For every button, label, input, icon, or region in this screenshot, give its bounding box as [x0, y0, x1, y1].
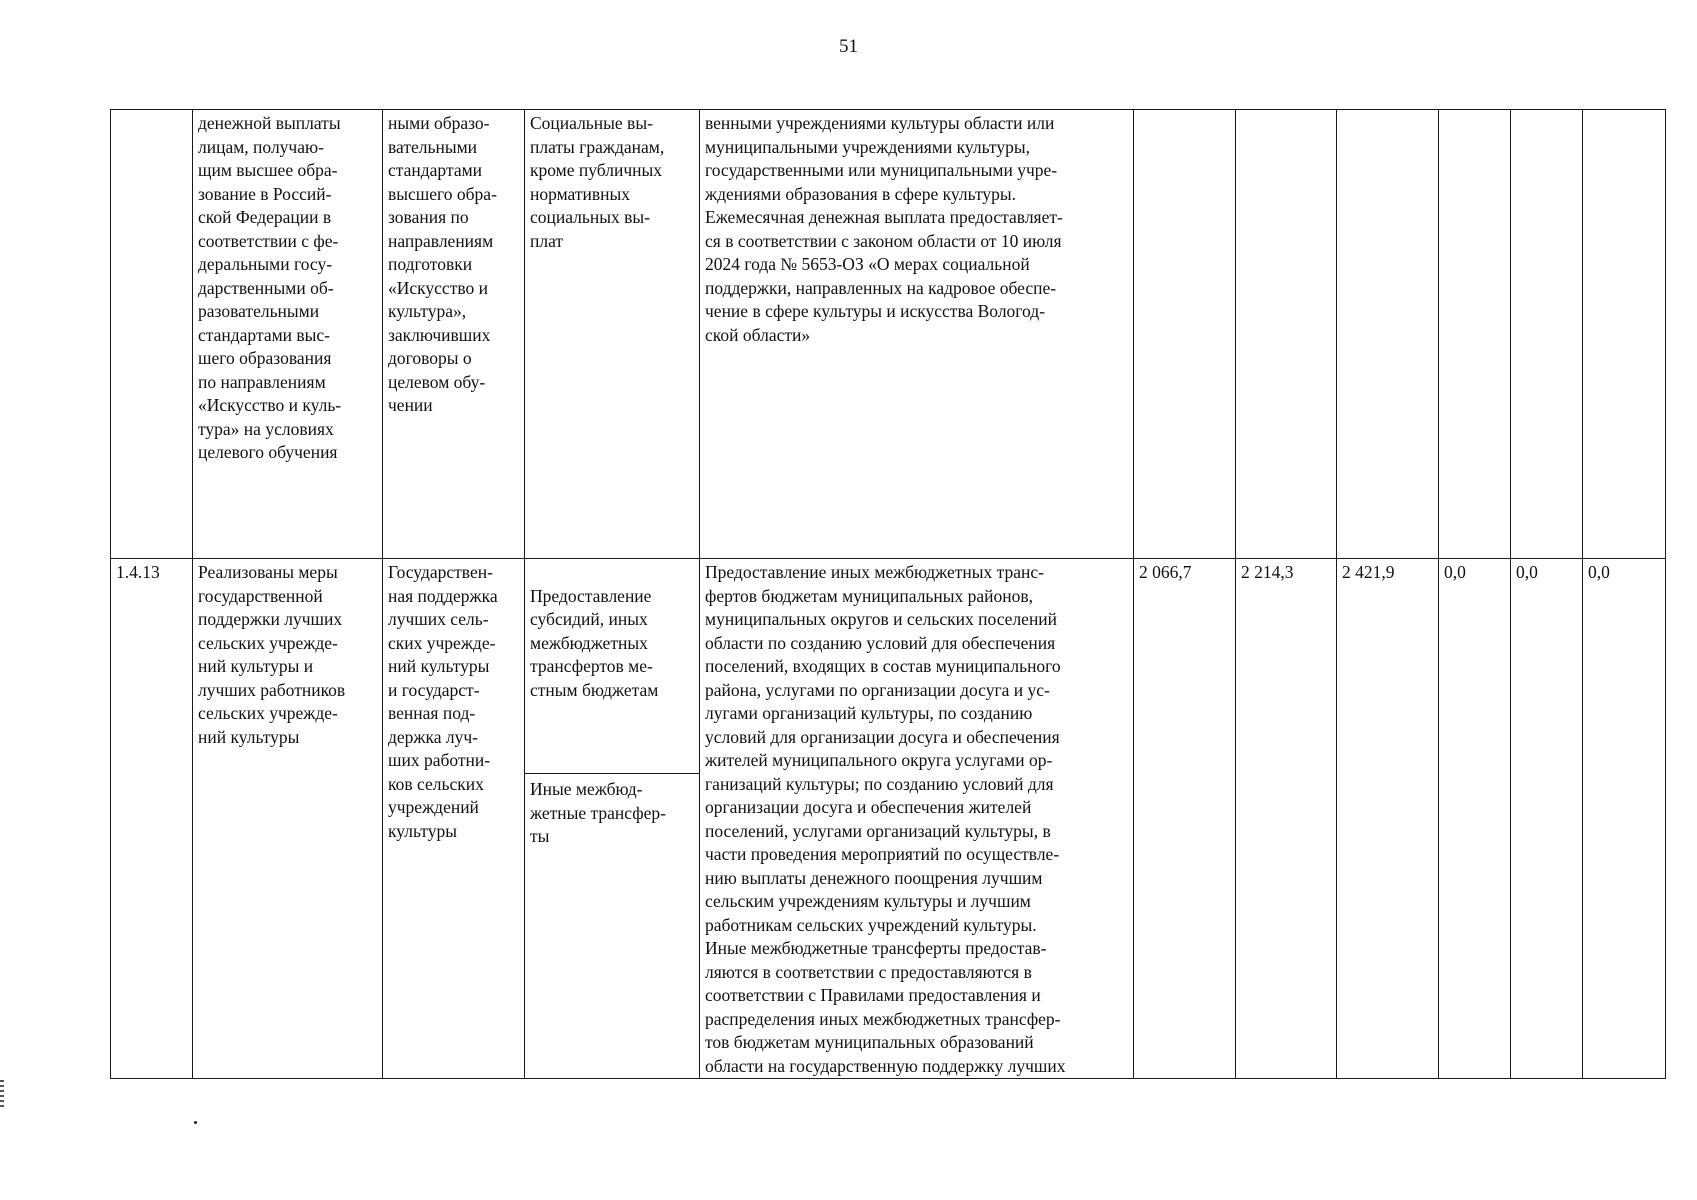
scan-speck: [194, 1121, 197, 1124]
expense-type-cell: Социальные вы- платы гражданам, кроме публичных нормативных социальных вы- плат: [525, 110, 700, 559]
measure-cell: Государствен- ная поддержка лучших сель- ских учрежде- ний культуры и государст- венная под- держка луч- ших работни- ков сельских учреждений культуры: [383, 559, 525, 1079]
value-cell: [1337, 110, 1439, 559]
budget-table: [110, 109, 1666, 1079]
description-cell: венными учреждениями культуры области или муниципальными учреждениями культуры, государственными или муниципальными учре- ждениями образования в сфере культуры. Ежемесячная денежная выплата предоставляет- ся в соответствии с законом области от 10 июля 2024 года № 5653-ОЗ «О мерах социальной поддержки, направленных на кадровое обеспе- чение в сфере культуры и искусства Вологод- ской области»: [700, 110, 1134, 559]
measure-cell: ными образо- вательными стандартами высшего обра- зования по направлениям подготовки «Искусство и культура», заключивших договоры о целевом обу- чении: [383, 110, 525, 559]
value-cell: 0,0: [1583, 559, 1666, 1079]
value-cell: [1439, 110, 1511, 559]
value-cell: 0,0: [1439, 559, 1511, 1079]
value-cell: [1134, 110, 1236, 559]
value-cell: [1583, 110, 1666, 559]
row-code-cell: 1.4.13: [111, 559, 193, 1079]
value-cell: 2 066,7: [1134, 559, 1236, 1079]
expense-type-cell: [525, 559, 700, 1079]
page-number: 51: [839, 36, 858, 57]
row-code-cell: [111, 110, 193, 559]
expense-type-subsidies: Предоставление субсидий, иных межбюджетных трансфертов ме- стным бюджетам: [530, 585, 659, 700]
value-cell: 2 214,3: [1236, 559, 1337, 1079]
expense-type-transfers: Иные межбюд- жетные трансфер- ты: [525, 773, 699, 849]
value-cell: [1511, 110, 1583, 559]
result-cell: денежной выплаты лицам, получаю- щим высшее обра- зование в Россий- ской Федерации в соответствии с фе- деральными госу- дарственными об- разовательными стандартами выс- шего образования по направлениям «Искусство и куль- тура» на условиях целевого обучения: [193, 110, 383, 559]
value-cell: 2 421,9: [1337, 559, 1439, 1079]
scan-edge-marks: [0, 1080, 4, 1108]
value-cell: [1236, 110, 1337, 559]
result-cell: Реализованы меры государственной поддержки лучших сельских учрежде- ний культуры и лучших работников сельских учрежде- ний культуры: [193, 559, 383, 1079]
value-cell: 0,0: [1511, 559, 1583, 1079]
table-row: [111, 559, 1666, 1079]
table-row: [111, 110, 1666, 559]
description-cell: Предоставление иных межбюджетных транс- фертов бюджетам муниципальных районов, муниципальных округов и сельских поселений области по созданию условий для обеспечения поселений, входящих в состав муниципального района, услугами по организации досуга и ус- лугами организаций культуры, по созданию условий для организации досуга и обеспечения жителей муниципального округа услугами ор- ганизаций культуры; по созданию условий для организации досуга и обеспечения жителей поселений, услугами организаций культуры, в части проведения мероприятий по осуществле- нию выплаты денежного поощрения лучшим сельским учреждениям культуры и лучшим работникам сельских учреждений культуры. Иные межбюджетные трансферты предостав- ляются в соответствии с предоставляются в соответствии с Правилами предоставления и распределения иных межбюджетных трансфер- тов бюджетам муниципальных образований области на государственную поддержку лучших: [700, 559, 1134, 1079]
